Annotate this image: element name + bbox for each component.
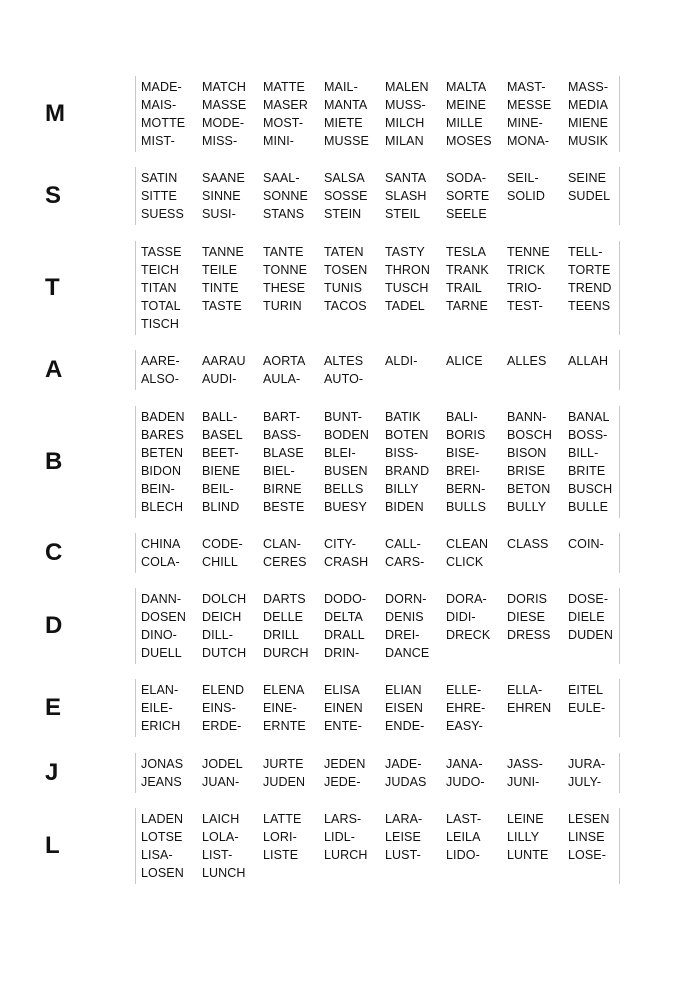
word: TASTE	[202, 299, 242, 313]
group-letter-heading: J	[45, 759, 59, 786]
word: BETON	[507, 482, 551, 496]
word: CARS-	[385, 555, 425, 569]
word: CERES	[263, 555, 307, 569]
word: TEENS	[568, 299, 611, 313]
word: LOSEN	[141, 866, 184, 880]
word: BRISE	[507, 464, 546, 478]
word: COLA-	[141, 555, 180, 569]
word-grid	[135, 808, 620, 884]
word: LOTSE	[141, 830, 183, 844]
word: ELISA	[324, 683, 360, 697]
word: CLICK	[446, 555, 484, 569]
word: BISE-	[446, 446, 480, 460]
word: SITTE	[141, 189, 177, 203]
letter-group-d	[0, 588, 700, 664]
word: BIRNE	[263, 482, 302, 496]
word: ENDE-	[385, 719, 425, 733]
word: TITAN	[141, 281, 177, 295]
word: ERICH	[141, 719, 181, 733]
word: MISS-	[202, 134, 238, 148]
word: BILLY	[385, 482, 419, 496]
word: JUDEN	[263, 775, 306, 789]
word: THESE	[263, 281, 306, 295]
word: AUDI-	[202, 372, 237, 386]
word: TACOS	[324, 299, 367, 313]
word: DRIN-	[324, 646, 360, 660]
word: BISS-	[385, 446, 419, 460]
word: SEIL-	[507, 171, 539, 185]
word: ERDE-	[202, 719, 242, 733]
word: MAIS-	[141, 98, 177, 112]
word: LARA-	[385, 812, 423, 826]
letter-group-m	[0, 76, 700, 152]
word: BALI-	[446, 410, 478, 424]
word: TANNE	[202, 245, 244, 259]
word: BERN-	[446, 482, 486, 496]
word: MIETE	[324, 116, 363, 130]
word: DRECK	[446, 628, 491, 642]
word: TRANK	[446, 263, 489, 277]
word: BASS-	[263, 428, 302, 442]
word: AUTO-	[324, 372, 364, 386]
group-letter-heading: B	[45, 448, 63, 475]
word: LESEN	[568, 812, 610, 826]
word: MOSES	[446, 134, 492, 148]
word: DOLCH	[202, 592, 247, 606]
word: AARE-	[141, 354, 180, 368]
word: BATIK	[385, 410, 421, 424]
word: BOTEN	[385, 428, 429, 442]
word: SUDEL	[568, 189, 611, 203]
word: LARS-	[324, 812, 362, 826]
word: MASER	[263, 98, 308, 112]
word: AARAU	[202, 354, 246, 368]
word-grid	[135, 679, 620, 737]
word: MAIL-	[324, 80, 358, 94]
word: EITEL	[568, 683, 604, 697]
word: SINNE	[202, 189, 241, 203]
word: CRASH	[324, 555, 369, 569]
word: CODE-	[202, 537, 243, 551]
word: BULLS	[446, 500, 487, 514]
word: ALSO-	[141, 372, 180, 386]
word: MATCH	[202, 80, 247, 94]
word: TESLA	[446, 245, 487, 259]
word: MONA-	[507, 134, 550, 148]
word: BUESY	[324, 500, 367, 514]
word: ALDI-	[385, 354, 418, 368]
group-letter-heading: D	[45, 612, 63, 639]
word: TOSEN	[324, 263, 368, 277]
word: TEST-	[507, 299, 543, 313]
word: SALSA	[324, 171, 365, 185]
word: MOTTE	[141, 116, 186, 130]
word: MIST-	[141, 134, 175, 148]
word: JULY-	[568, 775, 602, 789]
word: MEINE	[446, 98, 487, 112]
word: DURCH	[263, 646, 309, 660]
word: MADE-	[141, 80, 182, 94]
group-letter-heading: T	[45, 274, 60, 301]
word: DENIS	[385, 610, 424, 624]
word: BETEN	[141, 446, 184, 460]
word: MANTA	[324, 98, 368, 112]
group-letter-heading: M	[45, 100, 65, 127]
group-letter-heading: A	[45, 356, 63, 383]
word: MOST-	[263, 116, 304, 130]
word: BLEI-	[324, 446, 356, 460]
word: CITY-	[324, 537, 356, 551]
word: BUNT-	[324, 410, 362, 424]
word: TEILE	[202, 263, 238, 277]
word: BIDON	[141, 464, 182, 478]
word: DUELL	[141, 646, 182, 660]
word: TEICH	[141, 263, 179, 277]
word: MESSE	[507, 98, 552, 112]
word: DIESE	[507, 610, 546, 624]
word-list-page	[0, 76, 700, 884]
word: JASS-	[507, 757, 543, 771]
word: SLASH	[385, 189, 427, 203]
word: JADE-	[385, 757, 422, 771]
word: ALTES	[324, 354, 364, 368]
word: BRAND	[385, 464, 430, 478]
word: JURA-	[568, 757, 606, 771]
letter-group-j	[0, 753, 700, 793]
word: MUSSE	[324, 134, 369, 148]
word: MILLE	[446, 116, 483, 130]
word: TASTY	[385, 245, 425, 259]
word: LEISE	[385, 830, 421, 844]
word: JANA-	[446, 757, 483, 771]
word: MUSS-	[385, 98, 426, 112]
word: ELLE-	[446, 683, 482, 697]
word: DORIS	[507, 592, 548, 606]
word: BADEN	[141, 410, 185, 424]
word: LISA-	[141, 848, 173, 862]
word: LURCH	[324, 848, 368, 862]
word: CHILL	[202, 555, 238, 569]
word: STEIL	[385, 207, 421, 221]
word: SOLID	[507, 189, 546, 203]
word: ALLES	[507, 354, 547, 368]
word: TOTAL	[141, 299, 181, 313]
word: BANAL	[568, 410, 610, 424]
word: TELL-	[568, 245, 603, 259]
word: SUSI-	[202, 207, 236, 221]
group-letter-heading: L	[45, 832, 60, 859]
word: SUESS	[141, 207, 184, 221]
word: JODEL	[202, 757, 243, 771]
word: BUSCH	[568, 482, 613, 496]
word: TINTE	[202, 281, 239, 295]
word: MILCH	[385, 116, 425, 130]
word: BEET-	[202, 446, 239, 460]
word: DIDI-	[446, 610, 476, 624]
word: DOSE-	[568, 592, 609, 606]
word: DANN-	[141, 592, 182, 606]
word: CLEAN	[446, 537, 489, 551]
word: MAST-	[507, 80, 546, 94]
word: SANTA	[385, 171, 427, 185]
word: TRICK	[507, 263, 545, 277]
word: JEANS	[141, 775, 182, 789]
group-letter-heading: E	[45, 694, 62, 721]
word: LAST-	[446, 812, 482, 826]
word: TATEN	[324, 245, 364, 259]
word: BODEN	[324, 428, 369, 442]
word: SORTE	[446, 189, 490, 203]
word: LIDO-	[446, 848, 480, 862]
word: MASS-	[568, 80, 609, 94]
word: DRALL	[324, 628, 365, 642]
word: AULA-	[263, 372, 301, 386]
word: DEICH	[202, 610, 242, 624]
word: LEINE	[507, 812, 544, 826]
word: BRITE	[568, 464, 606, 478]
word: TANTE	[263, 245, 304, 259]
word: TADEL	[385, 299, 425, 313]
word: LUNTE	[507, 848, 549, 862]
word: DUDEN	[568, 628, 613, 642]
word: BEIL-	[202, 482, 234, 496]
word: TISCH	[141, 317, 179, 331]
word-grid	[135, 167, 620, 225]
word: MILAN	[385, 134, 424, 148]
word: BLIND	[202, 500, 240, 514]
word: SAANE	[202, 171, 245, 185]
word: EISEN	[385, 701, 424, 715]
word: ALICE	[446, 354, 483, 368]
word: SEELE	[446, 207, 487, 221]
word: ELIAN	[385, 683, 422, 697]
word: THRON	[385, 263, 430, 277]
word: SATIN	[141, 171, 178, 185]
word: EULE-	[568, 701, 606, 715]
word: DORN-	[385, 592, 427, 606]
word: TONNE	[263, 263, 308, 277]
word: JEDEN	[324, 757, 366, 771]
word: BISON	[507, 446, 547, 460]
letter-group-s	[0, 167, 700, 225]
word-grid	[135, 406, 620, 518]
word: LADEN	[141, 812, 184, 826]
word-grid	[135, 533, 620, 573]
word: EILE-	[141, 701, 173, 715]
word: MATTE	[263, 80, 305, 94]
word: BOSS-	[568, 428, 608, 442]
word: EINEN	[324, 701, 363, 715]
word: LUST-	[385, 848, 421, 862]
word: JEDE-	[324, 775, 361, 789]
word: BANN-	[507, 410, 547, 424]
word: LATTE	[263, 812, 302, 826]
word: JURTE	[263, 757, 304, 771]
word: JUAN-	[202, 775, 240, 789]
word: JUNI-	[507, 775, 540, 789]
word: BESTE	[263, 500, 305, 514]
word-grid	[135, 241, 620, 335]
word: CLASS	[507, 537, 549, 551]
word: SODA-	[446, 171, 487, 185]
word: LOSE-	[568, 848, 607, 862]
word: BIEL-	[263, 464, 295, 478]
word: BASEL	[202, 428, 243, 442]
word: DODO-	[324, 592, 367, 606]
word: TENNE	[507, 245, 550, 259]
word: CLAN-	[263, 537, 302, 551]
letter-group-c	[0, 533, 700, 573]
word: DUTCH	[202, 646, 247, 660]
letter-group-a	[0, 350, 700, 390]
word: DREI-	[385, 628, 420, 642]
word: ALLAH	[568, 354, 609, 368]
word: SAAL-	[263, 171, 300, 185]
word: CALL-	[385, 537, 421, 551]
word: LISTE	[263, 848, 299, 862]
word: COIN-	[568, 537, 604, 551]
word: BUSEN	[324, 464, 368, 478]
word: JUDO-	[446, 775, 485, 789]
word: ELAN-	[141, 683, 179, 697]
word: DANCE	[385, 646, 430, 660]
word: DRESS	[507, 628, 551, 642]
word: BLECH	[141, 500, 184, 514]
word: JUDAS	[385, 775, 427, 789]
word: DORA-	[446, 592, 487, 606]
word: ELLA-	[507, 683, 543, 697]
letter-group-t	[0, 241, 700, 335]
word: TURIN	[263, 299, 302, 313]
word: EINE-	[263, 701, 297, 715]
word: LUNCH	[202, 866, 246, 880]
word: LILLY	[507, 830, 540, 844]
word: JONAS	[141, 757, 184, 771]
word: EINS-	[202, 701, 236, 715]
word: TUSCH	[385, 281, 429, 295]
group-letter-heading: S	[45, 182, 62, 209]
word: SEINE	[568, 171, 607, 185]
word: LORI-	[263, 830, 297, 844]
word: BELLS	[324, 482, 364, 496]
word-grid	[135, 76, 620, 152]
letter-group-e	[0, 679, 700, 737]
word: BOSCH	[507, 428, 552, 442]
word: EASY-	[446, 719, 483, 733]
word: SONNE	[263, 189, 308, 203]
word: MINE-	[507, 116, 543, 130]
word: DIELE	[568, 610, 605, 624]
letter-group-l	[0, 808, 700, 884]
word: DELTA	[324, 610, 363, 624]
word: TRIO-	[507, 281, 542, 295]
word: TASSE	[141, 245, 182, 259]
word: STANS	[263, 207, 305, 221]
word: MEDIA	[568, 98, 609, 112]
word: LIST-	[202, 848, 233, 862]
word: BULLY	[507, 500, 547, 514]
word: DOSEN	[141, 610, 186, 624]
word: STEIN	[324, 207, 362, 221]
word: LEILA	[446, 830, 481, 844]
word: EHREN	[507, 701, 552, 715]
word: MINI-	[263, 134, 295, 148]
word: AORTA	[263, 354, 306, 368]
word: TUNIS	[324, 281, 362, 295]
word: DILL-	[202, 628, 234, 642]
word: LIDL-	[324, 830, 356, 844]
word: DELLE	[263, 610, 304, 624]
word: ELENA	[263, 683, 305, 697]
word: BIDEN	[385, 500, 424, 514]
letter-group-b	[0, 406, 700, 518]
word: DARTS	[263, 592, 306, 606]
word: BREI-	[446, 464, 480, 478]
word: ELEND	[202, 683, 245, 697]
word: MALEN	[385, 80, 429, 94]
word-grid	[135, 588, 620, 664]
word: BORIS	[446, 428, 486, 442]
word: BLASE	[263, 446, 304, 460]
word: BEIN-	[141, 482, 175, 496]
word: MODE-	[202, 116, 245, 130]
word: BALL-	[202, 410, 238, 424]
word: LINSE	[568, 830, 605, 844]
word: BIENE	[202, 464, 241, 478]
word: TRAIL	[446, 281, 482, 295]
word: DINO-	[141, 628, 177, 642]
word: SOSSE	[324, 189, 368, 203]
word: TARNE	[446, 299, 488, 313]
word: MALTA	[446, 80, 487, 94]
word: TORTE	[568, 263, 611, 277]
word: MASSE	[202, 98, 247, 112]
word: BILL-	[568, 446, 599, 460]
word: MIENE	[568, 116, 609, 130]
word: LAICH	[202, 812, 240, 826]
word: BART-	[263, 410, 301, 424]
group-letter-heading: C	[45, 539, 63, 566]
word: EHRE-	[446, 701, 486, 715]
word: CHINA	[141, 537, 181, 551]
word: BULLE	[568, 500, 609, 514]
word: ERNTE	[263, 719, 306, 733]
word: DRILL	[263, 628, 299, 642]
word: LOLA-	[202, 830, 239, 844]
word: MUSIK	[568, 134, 609, 148]
word: BARES	[141, 428, 184, 442]
word: TREND	[568, 281, 612, 295]
word-grid	[135, 753, 620, 793]
word-grid	[135, 350, 620, 390]
word: ENTE-	[324, 719, 362, 733]
